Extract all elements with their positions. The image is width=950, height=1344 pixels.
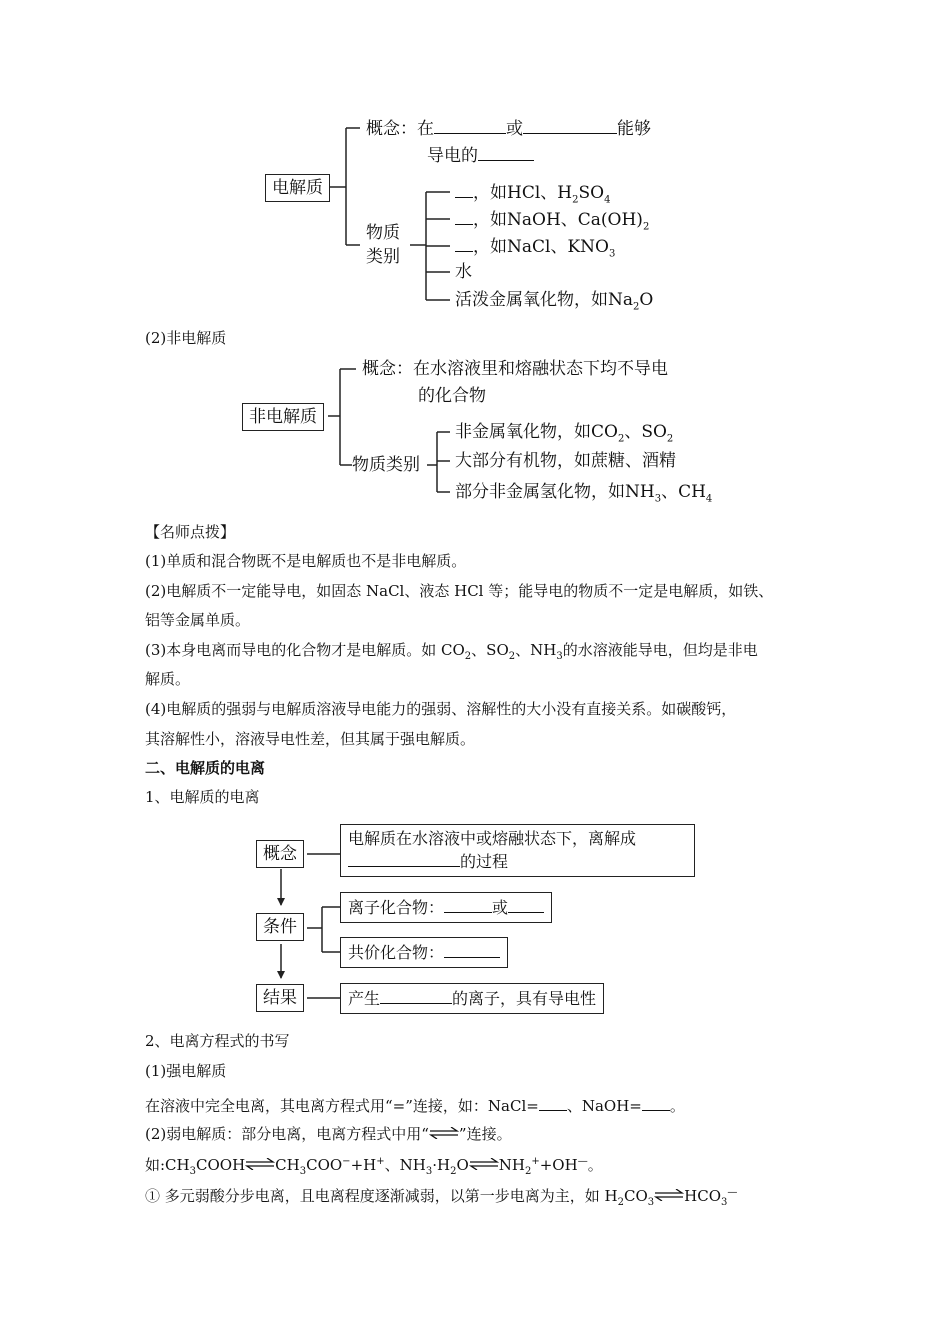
eq-text: 如:CH <box>145 1156 190 1174</box>
section2-title: 二、电解质的电离 <box>145 759 266 777</box>
blank <box>455 235 473 252</box>
reversible-arrow-icon <box>469 1158 499 1170</box>
tip-text: 、SO <box>471 641 509 659</box>
concept-desc-box <box>340 824 695 877</box>
category-item <box>455 208 649 231</box>
nonelectrolyte-concept-line2: 的化合物 <box>418 386 486 406</box>
strong-electrolyte-title: (1)强电解质 <box>145 1062 227 1080</box>
eq-text: NH <box>498 1156 525 1174</box>
category-item <box>455 235 615 258</box>
concept-or: 或 <box>506 119 523 139</box>
subscript: 3 <box>654 493 662 505</box>
weak-text: ”连接。 <box>458 1125 512 1143</box>
tip-text: (3)本身电离而导电的化合物才是电解质。如 CO <box>145 641 465 659</box>
tip-text: 、NH <box>515 641 557 659</box>
ionic-compound-box <box>340 892 552 923</box>
item-text: 、CH <box>661 482 706 502</box>
polyacid-text <box>145 1186 737 1206</box>
blank <box>523 117 617 134</box>
superscript: — <box>727 1187 738 1198</box>
strong-electrolyte-text <box>145 1094 685 1116</box>
eq-text: CO <box>624 1187 648 1205</box>
blank <box>348 850 460 867</box>
section2-sub2: 2、电离方程式的书写 <box>145 1032 290 1050</box>
category-label-1: 物质 <box>366 223 400 243</box>
tip-paragraph: (1)单质和混合物既不是电解质也不是非电解质。 <box>145 552 467 570</box>
nonelectrolyte-category-label: 物质类别 <box>352 455 420 475</box>
superscript: + <box>531 1156 540 1167</box>
section-nonelectrolyte: (2)非电解质 <box>145 329 227 347</box>
subscript: 3 <box>189 1166 196 1177</box>
subscript: 2 <box>572 194 579 206</box>
weak-electrolyte-title <box>145 1124 512 1144</box>
concept-box: 概念 <box>256 840 304 868</box>
blank <box>478 144 534 161</box>
concept-desc-line2 <box>348 850 687 873</box>
subscript: 2 <box>666 433 674 445</box>
subscript: 3 <box>608 248 616 260</box>
category-item <box>455 289 653 311</box>
reversible-arrow-icon <box>429 1127 459 1139</box>
blank <box>444 941 500 958</box>
strong-text: 在溶液中完全电离，其电离方程式用“=”连接，如：NaCl= <box>145 1097 539 1115</box>
blank <box>642 1094 670 1111</box>
item-text: ，如NaCl、KNO <box>473 237 609 257</box>
tip-paragraph: 其溶解性小，溶液导电性差，但其属于强电解质。 <box>145 730 476 748</box>
concept-end: 能够 <box>617 119 651 139</box>
concept-label: 概念：在 <box>366 119 434 139</box>
ionic-or: 或 <box>492 898 509 917</box>
reversible-arrow-icon <box>245 1158 275 1170</box>
weak-example <box>145 1155 603 1175</box>
covalent-label: 共价化合物： <box>348 943 445 962</box>
polyacid-sentence: ① 多元弱酸分步电离，且电离程度逐渐减弱，以第一步电离为主，如 H <box>145 1187 618 1205</box>
nonelectrolyte-item: 大部分有机物，如蔗糖、酒精 <box>455 451 676 471</box>
ionic-label: 离子化合物： <box>348 898 445 917</box>
item-text: ，如NaOH、Ca(OH) <box>473 210 643 230</box>
blank <box>380 987 452 1004</box>
subscript: 3 <box>721 1197 728 1208</box>
condition-box: 条件 <box>256 913 304 941</box>
subscript: 2 <box>617 1197 624 1208</box>
subscript: 2 <box>508 651 516 662</box>
blank <box>434 117 506 134</box>
blank <box>444 896 492 913</box>
electrolyte-concept-line2 <box>427 144 534 167</box>
subscript: 4 <box>705 493 713 505</box>
section2-sub1: 1、电解质的电离 <box>145 788 260 806</box>
strong-text: 、NaOH= <box>566 1097 642 1115</box>
eq-text: ·H <box>432 1156 451 1174</box>
tip-paragraph <box>145 640 758 660</box>
superscript: + <box>376 1156 385 1167</box>
nonelectrolyte-concept-line1: 概念：在水溶液里和熔融状态下均不导电 <box>362 359 668 379</box>
blank <box>539 1094 567 1111</box>
result-text: 的离子，具有导电性 <box>452 989 597 1008</box>
subscript: 4 <box>604 194 611 206</box>
covalent-compound-box <box>340 937 508 968</box>
item-text: 活泼金属氧化物，如Na <box>455 290 634 310</box>
item-text: 部分非金属氢化物，如NH <box>455 482 655 502</box>
subscript: 2 <box>524 1166 532 1177</box>
eq-text: 。 <box>587 1156 603 1174</box>
blank <box>508 896 544 913</box>
concept-desc-text: 的过程 <box>460 852 509 871</box>
item-text: SO <box>578 183 605 203</box>
eq-text: HCO <box>684 1187 722 1205</box>
eq-text: COO <box>306 1156 343 1174</box>
tip-paragraph: (4)电解质的强弱与电解质溶液导电能力的强弱、溶解性的大小没有直接关系。如碳酸钙， <box>145 700 737 718</box>
tip-paragraph: 铝等金属单质。 <box>145 611 251 629</box>
electrolyte-concept <box>366 117 651 140</box>
superscript: − <box>342 1156 351 1167</box>
strong-text: 。 <box>669 1097 685 1115</box>
category-item: 水 <box>455 262 472 282</box>
subscript: 3 <box>425 1166 433 1177</box>
concept-desc-line1: 电解质在水溶液中或熔融状态下，离解成 <box>348 829 637 848</box>
eq-text: O <box>456 1156 469 1174</box>
eq-text: CH <box>275 1156 300 1174</box>
blank <box>455 208 473 225</box>
tip-paragraph: 解质。 <box>145 670 191 688</box>
tip-paragraph: (2)电解质不一定能导电，如固态 NaCl、液态 HCl 等；能导电的物质不一定是电解质，如铁、 <box>145 582 774 600</box>
item-text: 非金属氧化物，如CO <box>455 422 618 442</box>
nonelectrolyte-item <box>455 421 673 443</box>
result-box: 结果 <box>256 984 304 1012</box>
tips-heading: 【名师点拨】 <box>145 523 236 541</box>
blank <box>455 181 473 198</box>
category-item <box>455 181 610 204</box>
eq-text: 、NH <box>384 1156 426 1174</box>
reversible-arrow-icon <box>654 1189 684 1201</box>
result-desc-box <box>340 983 604 1014</box>
tip-text: 的水溶液能导电，但均是非电 <box>562 641 758 659</box>
nonelectrolyte-root-box: 非电解质 <box>242 403 324 431</box>
subscript: 3 <box>556 651 563 662</box>
nonelectrolyte-item <box>455 481 712 503</box>
eq-text: +H <box>350 1156 377 1174</box>
subscript: 3 <box>299 1166 307 1177</box>
superscript: — <box>577 1156 588 1167</box>
subscript: 2 <box>464 651 472 662</box>
eq-text: COOH <box>196 1156 246 1174</box>
subscript: 3 <box>647 1197 655 1208</box>
subscript: 2 <box>617 433 625 445</box>
category-label-2: 类别 <box>366 247 400 267</box>
concept-line2-text: 导电的 <box>427 146 478 166</box>
item-text: O <box>639 290 654 310</box>
item-text: ，如HCl、H <box>473 183 573 203</box>
weak-text: (2)弱电解质：部分电离，电离方程式中用“ <box>145 1125 429 1143</box>
item-text: 、SO <box>624 422 667 442</box>
eq-text: +OH <box>539 1156 578 1174</box>
result-text: 产生 <box>348 989 381 1008</box>
electrolyte-root-box: 电解质 <box>265 174 330 202</box>
subscript: 2 <box>642 221 650 233</box>
subscript: 2 <box>633 301 640 313</box>
subscript: 2 <box>450 1166 457 1177</box>
